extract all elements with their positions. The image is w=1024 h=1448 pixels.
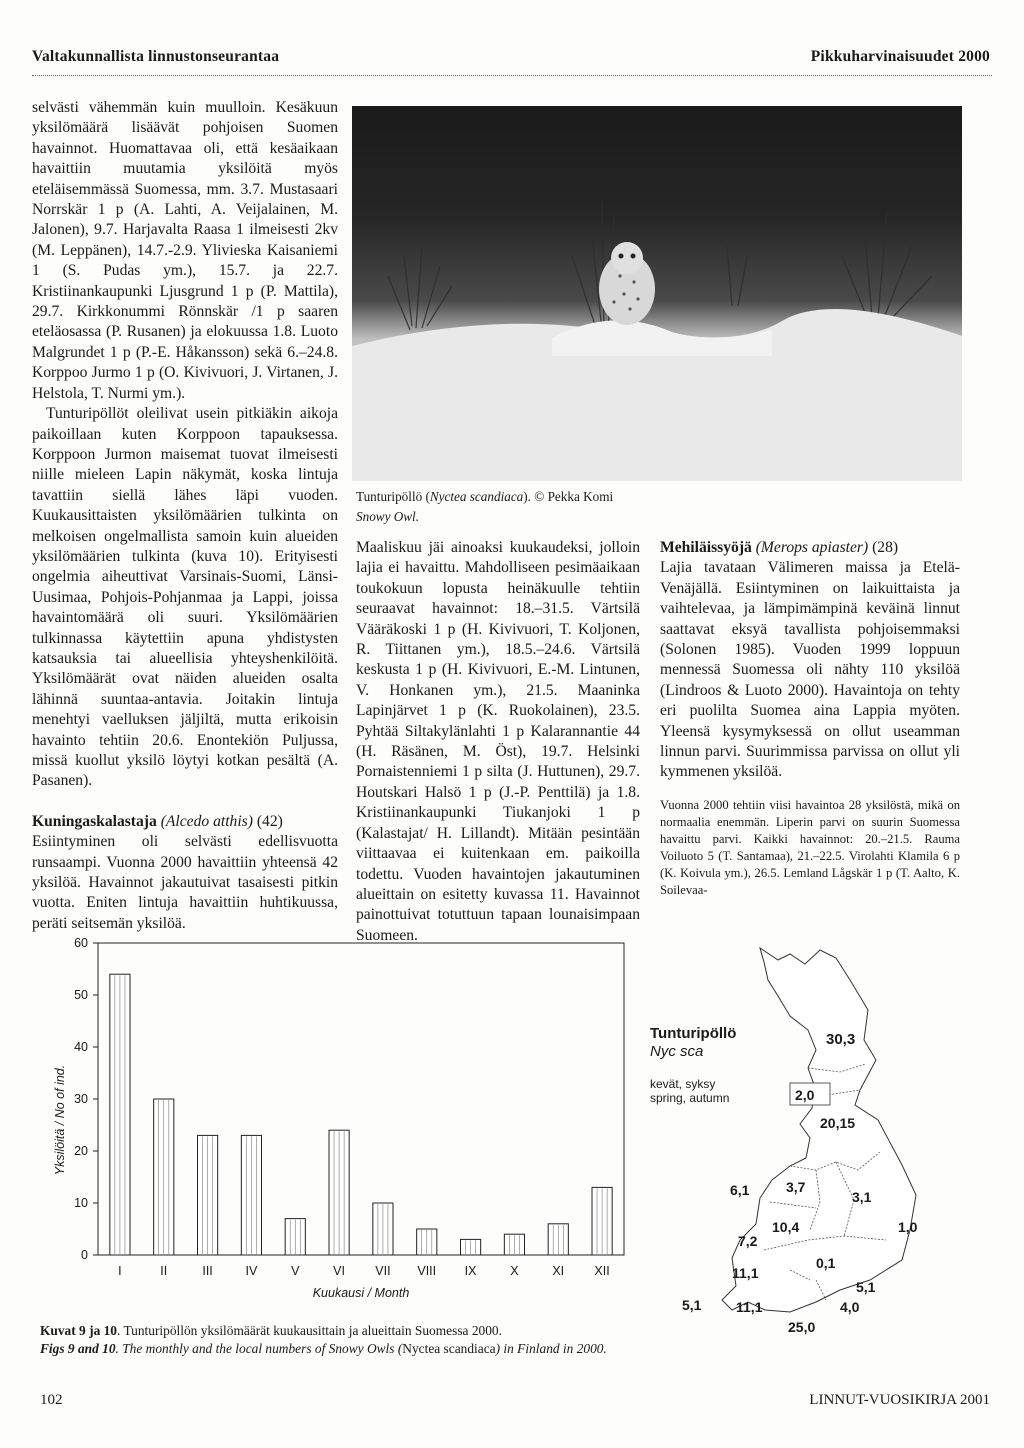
x-tick-label: IV: [245, 1264, 258, 1278]
caption-credit: ). © Pekka Komi: [523, 489, 614, 504]
map-region-value: 6,1: [730, 1182, 750, 1198]
map-season-fi: kevät, syksy: [650, 1077, 716, 1091]
x-tick-label: IX: [464, 1264, 477, 1278]
map-region-value: 11,1: [732, 1265, 759, 1281]
species-count: (42): [256, 812, 283, 830]
y-tick-label: 40: [74, 1040, 88, 1054]
photo-caption: [356, 487, 676, 527]
chart-x-axis: [118, 1264, 610, 1278]
paragraph: Esiintyminen oli selvästi edellisvuotta runsaampi. Vuonna 2000 havaittiin yhteensä 42 yksilöä. Havainnot jakautuivat tasaisesti pitkin vuotta. Eniten lintuja havaittiin huhtikuussa, peräti seitsemän yksilöä.: [32, 833, 338, 932]
map-region-value: 7,2: [738, 1233, 758, 1249]
photo-illustration: [352, 106, 962, 481]
paragraph: Lajia tavataan Välimeren maissa ja Etelä-Venäjällä. Esiintyminen on laikuittaista ja vaihtelevaa, ja lämpimämpinä keväinä linnut saattavat eksyä tavallista pohjoisemmaksi (Solonen 1985). Vuoden 1999 loppuun mennessä Suomessa oli nähty 110 yksilöä (Lindroos & Luoto 2000). Havaintoja on tehty eri puolilta Suomea aina Lappia myöten. Yleensä kysymyksessä on ollut useamman linnun parvi. Suurimmissa parvissa on ollut yli kymmenen yksilöä.: [660, 559, 960, 781]
chart-x-axis-label: Kuukausi / Month: [312, 1286, 410, 1300]
x-tick-label: XII: [594, 1264, 610, 1278]
snowy-owl-photo: [352, 106, 962, 481]
x-tick-label: VII: [375, 1264, 391, 1278]
species-name: Kuningaskalastaja: [32, 812, 157, 830]
map-region-value: 25,0: [788, 1319, 816, 1335]
journal-name: LINNUT-VUOSIKIRJA 2001: [809, 1392, 990, 1408]
caption-scientific-name: Nyctea scandiaca: [429, 489, 524, 504]
running-header-right: Pikkuharvinaisuudet 2000: [810, 48, 990, 65]
chart-plot-frame: [98, 943, 624, 1255]
figure-caption-label: Kuvat 9 ja 10: [40, 1323, 117, 1338]
y-tick-label: 50: [74, 988, 88, 1002]
running-header-left: Valtakunnallista linnustonseurantaa: [32, 48, 280, 65]
map-region-value: 3,1: [852, 1189, 872, 1205]
x-tick-label: V: [291, 1264, 300, 1278]
paragraph: Tunturipöllöt oleilivat usein pitkiäkin aikoja paikoillaan kuten Korppoon tapauksessa. Korppoon Jurmon maisemat tuovat ilmeisesti niille mieleen Lapin näkymät, koska lintuja tavattiin siellä lähes läpi vuoden. Kuukausittaisten yksilömäärien tulkinta on melkoisen ongelmallista samoin kuin alueiden yksilömäärien tulkinta (kuva 10). Erityisesti ongelmia aiheuttivat Varsinais-Suomi, Länsi-Uusimaa, Pohjois-Pohjanmaa ja Lappi, joissa havaintomäärä oli suuri. Yksilömäärien tulkinnassa käytettiin apuna yhdistysten katsauksia tai alueellisia yhteyshenkilöitä. Yksilömäärät ovat näiden alueiden osalta lähinnä suuntaa-antavia. Joitakin lintuja menehtyi vaelluksen jäljiltä, mutta erikoisin havainto tehtiin 20.6. Enontekiön Puljussa, missä kuollut yksilö löytyi kotkan pesältä (A. Pasanen).: [32, 405, 338, 790]
map-region-value: 3,7: [786, 1179, 806, 1195]
finland-region-map: [640, 940, 980, 1340]
x-tick-label: VI: [333, 1264, 345, 1278]
map-region-value: 10,4: [772, 1219, 800, 1235]
header-rule: [32, 75, 992, 76]
x-tick-label: III: [202, 1264, 213, 1278]
y-tick-label: 0: [81, 1248, 88, 1262]
map-season-en: spring, autumn: [650, 1091, 730, 1105]
x-tick-label: I: [118, 1264, 122, 1278]
page-number: 102: [40, 1392, 63, 1408]
species-scientific-name: (Alcedo atthis): [160, 812, 253, 830]
species-heading: [32, 812, 338, 832]
map-subtitle: Nyc sca: [650, 1043, 704, 1060]
y-tick-label: 10: [74, 1196, 88, 1210]
column-right: [660, 538, 960, 783]
map-region-value: 4,0: [840, 1299, 860, 1315]
figure-caption-label-en: Figs 9 and 10: [40, 1341, 116, 1356]
map-region-value: 0,1: [816, 1255, 836, 1271]
caption-english-name: Snowy Owl.: [356, 509, 420, 524]
map-region-value: 1,0: [898, 1219, 918, 1235]
species-name: Mehiläissyöjä: [660, 539, 752, 556]
monthly-bar-chart: [36, 935, 636, 1315]
paragraph: Vuonna 2000 tehtiin viisi havaintoa 28 yksilöstä, mikä on normaalia enemmän. Liperin parvi on suurin Suomessa havaittu parvi. Kaikki havainnot: 20.–21.5. Rauma Voiluoto 5 (T. Santamaa), 21.–22.5. Virolahti Klamila 6 p (K. Koivula ym.), 26.5. Lemland Lågskär 1 p (T. Aalto, K. Soilevaa-: [660, 798, 960, 897]
map-title: Tunturipöllö: [650, 1025, 737, 1042]
map-region-value: 11,1: [736, 1299, 763, 1315]
map-region-value: 5,1: [856, 1279, 876, 1295]
map-region-value: 20,15: [820, 1115, 856, 1131]
y-tick-label: 30: [74, 1092, 88, 1106]
caption-text: Tunturipöllö (: [356, 489, 430, 504]
x-tick-label: VIII: [417, 1264, 437, 1278]
species-count: (28): [872, 539, 899, 556]
species-heading: [660, 538, 960, 558]
figure-caption-scientific-name: Nyctea scandiaca: [402, 1341, 496, 1356]
x-tick-label: XI: [552, 1264, 565, 1278]
map-region-value: 5,1: [682, 1297, 702, 1313]
figure-caption-text-en: . The monthly and the local numbers of Snowy Owls (: [115, 1341, 403, 1356]
figure-caption-text: . Tunturipöllön yksilömäärät kuukausittain ja alueittain Suomessa 2000.: [117, 1323, 502, 1338]
y-tick-label: 60: [74, 936, 88, 950]
map-region-value: 2,0: [795, 1087, 815, 1103]
x-tick-label: X: [510, 1264, 519, 1278]
paragraph: Maaliskuu jäi ainoaksi kuukaudeksi, jolloin lajia ei havaittu. Mahdolliseen pesimäaikaan toukokuun lopusta heinäkuulle tehtiin seuraavat havainnot: 18.–31.5. Värtsilä Vääräkoski 1 p (H. Kivivuori, T. Koljonen, R. Tiittanen ym.), 18.5.–24.6. Värtsilä keskusta 1 p (H. Kivivuori, E.-M. Lintunen, V. Honkanen ym.), 21.5. Maaninka Lapinjärvet 1 p (K. Ruokolainen), 23.5. Pyhtää Siltakylänlahti 1 p Kalarannantie 44 (H. Räsänen, M. Öst), 19.7. Helsinki Pornaistenniemi 1 p silta (J. Huttunen), 29.7. Houtskari Halsö 1 p (J.-P. Penttilä) ja 1.8. Kristiinankaupunki Tiukanjoki 1 p (Kalastajat/ H. Lillandt). Mitään pesintään viittaavaa ei kuitenkaan em. paikoilla todettu. Vuoden havaintojen jakautuminen alueittain on esitetty kuvassa 11. Havainnot painottuivat totuttuun tapaan lounaisimpaan Suomeen.: [356, 539, 640, 944]
y-tick-label: 20: [74, 1144, 88, 1158]
column-left: [32, 98, 338, 934]
map-region-value: 30,3: [826, 1031, 856, 1048]
column-right-small-text: [660, 797, 960, 899]
chart-y-axis-label: Yksilöitä / No of ind.: [53, 1064, 67, 1176]
paragraph: selvästi vähemmän kuin muulloin. Kesäkuun yksilömäärä lisäävät pohjoisen Suomen havainnot. Huomattavaa oli, että kesäaikaan havaittiin muutamia yksilöitä myös eteläisemmässä Suomessa, mm. 3.7. Mustasaari Norrskär 1 p (A. Lahti, A. Veijalainen, M. Jalonen), 9.7. Harjavalta Raasa 1 ilmeisesti 2kv (M. Leppänen), 14.7.-2.9. Ylivieska Kaisaniemi 1 (S. Pudas ym.), 15.7. ja 22.7. Kristiinankaupunki Ljusgrund 1 p (P. Mattila), 29.7. Kirkkonummi Rönnskär /1 p saaren eteläosassa (P. Rusanen) ja elokuussa 1.8. Luoto Malgrundet 1 p (P.-E. Håkansson) sekä 6.–24.8. Korppoo Jurmo 1 p (O. Kivivuori, J. Virtanen, J. Helstola, T. Nurmi ym.).: [32, 99, 338, 402]
chart-bars: [110, 974, 612, 1255]
column-middle: [356, 538, 640, 946]
species-scientific-name: (Merops apiaster): [755, 539, 869, 556]
x-tick-label: II: [160, 1264, 168, 1278]
figure-caption-text-en-end: ) in Finland in 2000.: [495, 1341, 607, 1356]
figure-caption: [40, 1322, 700, 1358]
